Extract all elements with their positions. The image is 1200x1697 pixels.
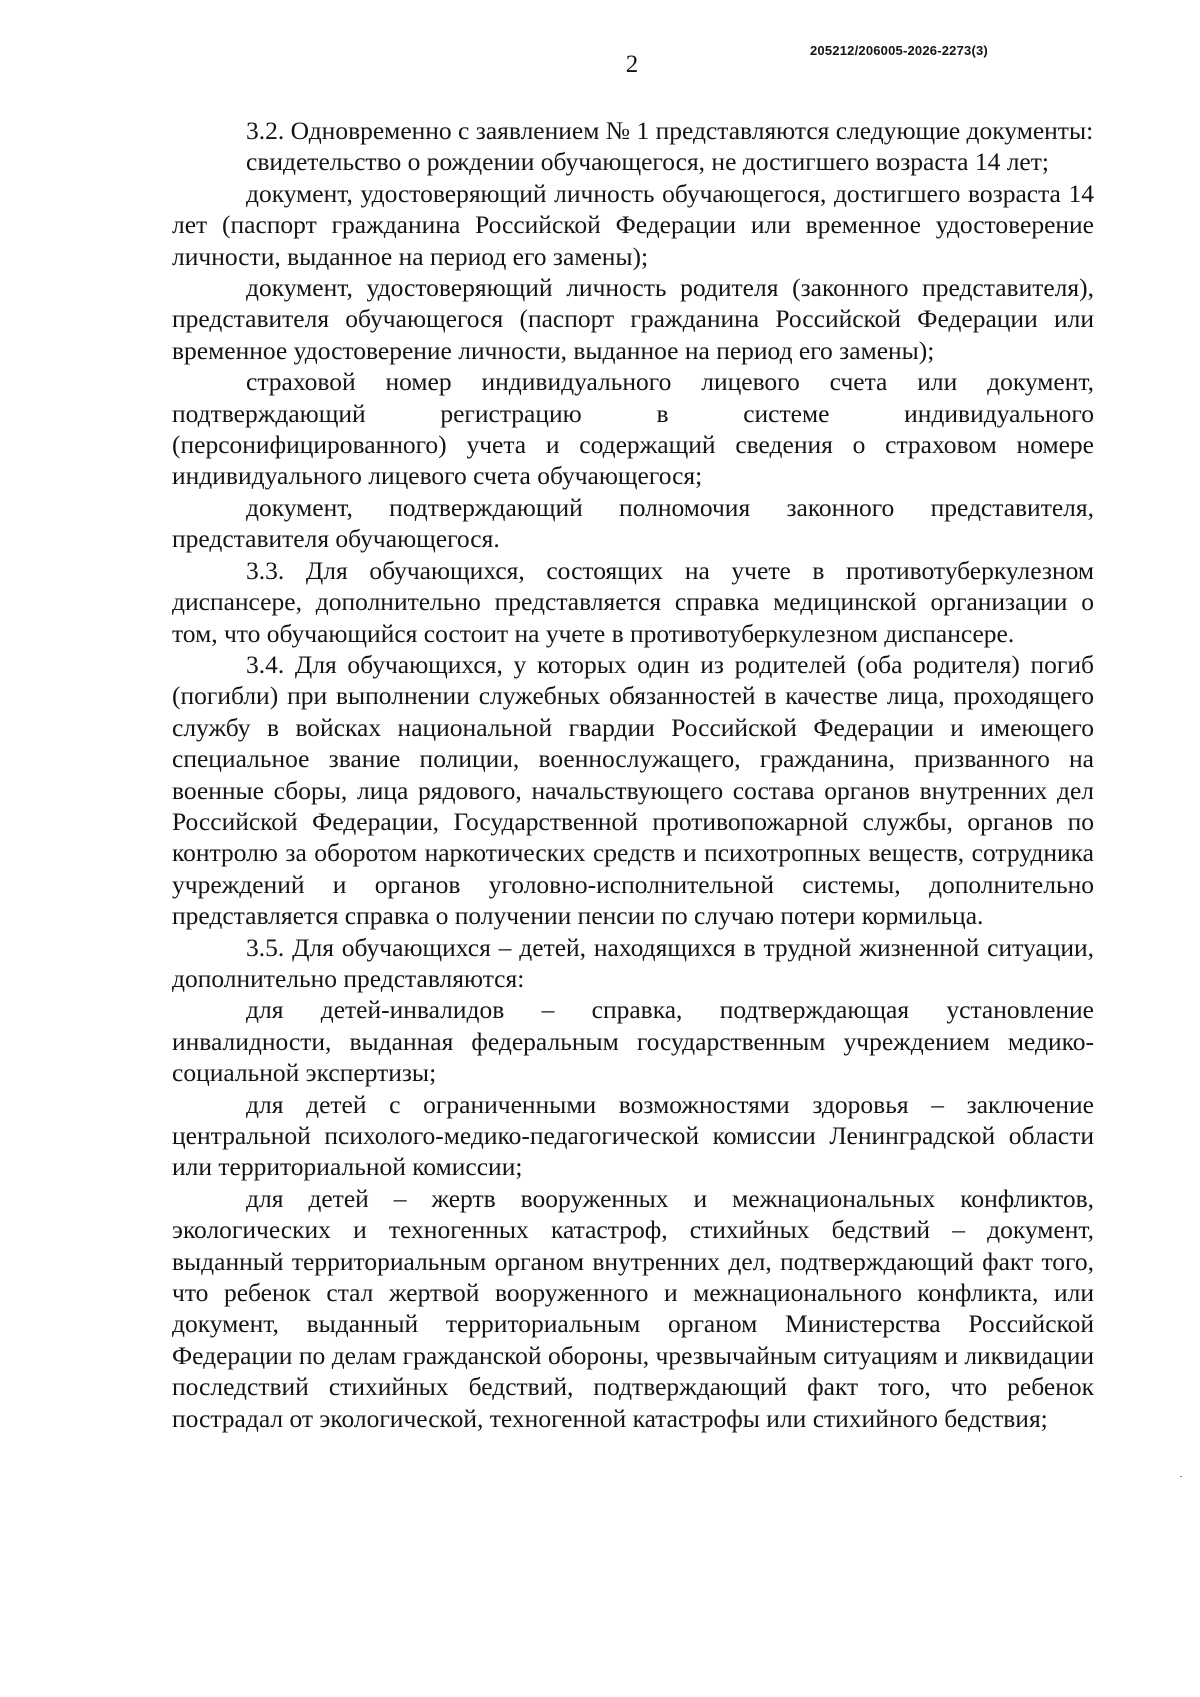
scan-speck — [1180, 1476, 1182, 1477]
paragraph-3-4: 3.4. Для обучающихся, у которых один из родителей (оба родителя) погиб (погибли) при выполнении служебных обязанностей в качестве лица, проходящего службу в войсках национальной гвардии Российской Федерации и имеющего специальное звание полиции, военнослужащего, гражданина, призванного на военные сборы, лица рядового, начальствующего состава органов внутренних дел Российской Федерации, Государственной противопожарной службы, органов по контролю за оборотом наркотических средств и психотропных веществ, сотрудника учреждений и органов уголовно-исполнительной системы, дополнительно представляется справка о получении пенсии по случаю потери кормильца. — [172, 649, 1094, 931]
document-body — [172, 115, 1094, 1434]
paragraph-3-3: 3.3. Для обучающихся, состоящих на учете в противотуберкулезном диспансере, дополнительно представляется справка медицинской организации о том, что обучающийся состоит на учете в противотуберкулезном диспансере. — [172, 555, 1094, 648]
list-item-disabled-children: для детей-инвалидов – справка, подтверждающая установление инвалидности, выданная федеральным государственным учреждением медико-социальной экспертизы; — [172, 995, 1094, 1088]
list-item-student-id-document: документ, удостоверяющий личность обучающегося, достигшего возраста 14 лет (паспорт гражданина Российской Федерации или временное удостоверение личности, выданное на период его замены); — [172, 178, 1094, 271]
page-number: 2 — [625, 51, 639, 78]
document-code: 205212/206005-2026-2273(3) — [810, 43, 988, 58]
paragraph-3-5: 3.5. Для обучающихся – детей, находящихся в трудной жизненной ситуации, дополнительно представляются: — [172, 932, 1094, 993]
list-item-authority-document: документ, подтверждающий полномочия законного представителя, представителя обучающегося. — [172, 492, 1094, 554]
list-item-insurance-number: страховой номер индивидуального лицевого счета или документ, подтверждающий регистрацию в системе индивидуального (персонифицированного) учета и содержащий сведения о страховом номере индивидуального лицевого счета обучающегося; — [172, 367, 1094, 491]
paragraph-3-2: 3.2. Одновременно с заявлением № 1 представляются следующие документы: — [246, 116, 1094, 145]
list-item-birth-certificate: свидетельство о рождении обучающегося, не достигшего возраста 14 лет; — [246, 147, 1049, 177]
list-item-limited-health: для детей с ограниченными возможностями здоровья – заключение центральной психолого-медико-педагогической комиссии Ленинградской области или территориальной комиссии; — [172, 1089, 1094, 1182]
list-item-conflict-victims: для детей – жертв вооруженных и межнациональных конфликтов, экологических и техногенных катастроф, стихийных бедствий – документ, выданный территориальным органом внутренних дел, подтверждающий факт того, что ребенок стал жертвой вооруженного и межнационального конфликта, или документ, выданный территориальным органом Министерства Российской Федерации по делам гражданской обороны, чрезвычайным ситуациям и ликвидации последствий стихийных бедствий, подтверждающий факт того, что ребенок пострадал от экологической, техногенной катастрофы или стихийного бедствия; — [172, 1183, 1094, 1433]
list-item-parent-id-document: документ, удостоверяющий личность родителя (законного представителя), представителя обучающегося (паспорт гражданина Российской Федерации или временное удостоверение личности, выданное на период его замены); — [172, 273, 1094, 365]
